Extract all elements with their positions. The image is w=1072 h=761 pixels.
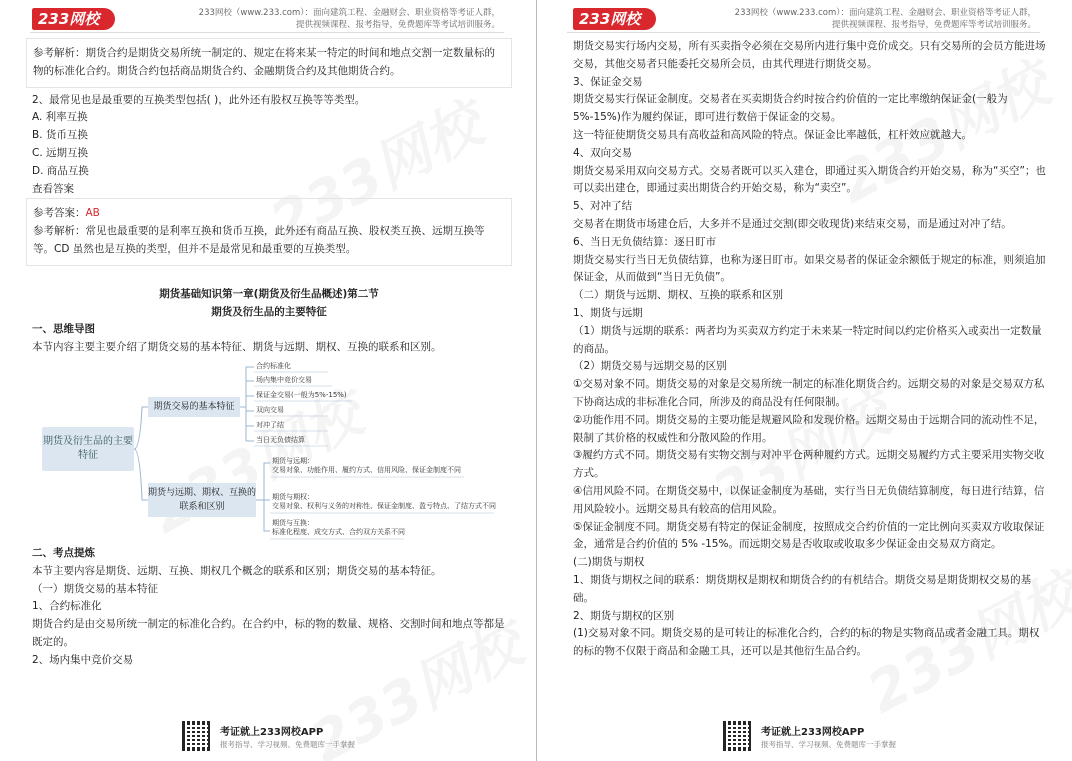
analysis-label: 参考解析： [33,225,86,238]
header-divider [30,32,504,33]
mind-map-branch: 期货与远期、期权、互换的联系和区别 [148,483,256,517]
page-footer [0,717,536,761]
answer-label: 参考答案： [33,207,86,220]
mind-map-leaf: 双向交易 [256,405,284,414]
brand-logo[interactable]: 233网校 [573,8,656,30]
subsection-heading: （二）期货与远期、期权、互换的联系和区别 [573,289,783,302]
item-heading: 2、期货与期权的区别 [573,609,675,622]
analysis-box [26,38,512,88]
qr-code [182,721,212,751]
item-heading: 6、当日无负债结算：逐日盯市 [573,235,717,248]
answer-value: AB [85,207,100,220]
brand-logo[interactable]: 233网校 [32,8,115,30]
view-answer-link[interactable]: 查看答案 [32,182,74,195]
difference-item: ②功能作用不同。期货交易的主要功能是规避风险和发现价格。远期交易由于远期合同的流动性不足，限制了其价格的权威性和分散风险的作用。 [573,413,1045,444]
paragraph: 期货交易实行当日无负债结算，也称为逐日盯市。如果交易者的保证金余额低于规定的标准，则须追加保证金，从而做到“当日无负债”。 [573,253,1046,284]
paragraph: 期货交易实行保证金制度。交易者在买卖期货合约时按合约价值的一定比率缴纳保证金(一般为 5%-15%)作为履约保证，即可进行数倍于保证金的交易。 [573,93,1008,124]
footer-title: 考证就上233网校APP [761,727,865,738]
chapter-subtitle: 期货及衍生品的主要特征 [211,305,327,318]
paragraph: 期货交易实行场内交易，所有买卖指令必须在交易所内进行集中竞价成交。只有交易所的会员方能进场交易，其他交易者只能委托交易所会员，由其代理进行期货交易。 [573,40,1046,70]
option-b: B. 货币互换 [32,129,88,142]
header-divider [567,32,1040,33]
mind-map-leaf: 期货与远期： [272,456,314,465]
section-heading: 一、思维导图 [32,323,95,336]
item-heading: 2、场内集中竞价交易 [32,653,134,666]
difference-item: ①交易对象不同。期货交易的对象是交易所统一制定的标准化期货合约。远期交易的对象是交易双方私下协商达成的非标准化合同，所涉及的商品没有任何限制。 [573,378,1045,408]
answer-box [26,198,512,265]
mind-map-leaf: 对冲了结 [256,420,284,429]
item-heading: 5、对冲了结 [573,200,633,213]
footer-title: 考证就上233网校APP [220,727,324,738]
paragraph: （1）期货与远期的联系：两者均为买卖双方约定于未来某一特定时间以约定价格买入或卖出一定数量的商品。 [573,324,1042,355]
left-body [32,38,506,670]
item-heading: 3、保证金交易 [573,75,643,88]
page-footer [537,717,1072,761]
paragraph: 这一特征使期货交易具有高收益和高风险的特点。保证金比率越低，杠杆效应就越大。 [573,128,972,141]
mind-map-root: 期货及衍生品的主要特征 [42,427,134,471]
mind-map-leaf: 交易对象、权利与义务的对称性、保证金制度、盈亏特点、了结方式不同 [272,501,496,510]
option-a: A. 利率互换 [32,111,88,124]
mind-map-branch: 期货交易的基本特征 [148,397,240,417]
footer-subtitle: 报考指导、学习视频、免费题库一手掌握 [761,740,896,749]
paragraph: 期货交易采用双向交易方式。交易者既可以买入建仓，即通过买入期货合约开始交易，称为“买空”；也可以卖出建仓，即通过卖出期货合约开始交易，称为“卖空”。 [573,164,1046,195]
mind-map-leaf: 标准化程度、成交方式、合约双方关系不同 [272,527,405,536]
subsection-heading: （一）期货交易的基本特征 [32,582,158,595]
item-text: 期货合约是由交易所统一制定的标准化合约。在合约中，标的物的数量、规格、交割时间和地点等都是既定的。 [32,618,505,648]
page-header [0,0,536,34]
mind-map-leaf: 期货与互换： [272,518,314,527]
mind-map-leaf: 当日无负债结算 [256,435,305,444]
item-heading: 4、双向交易 [573,146,633,159]
right-body [573,38,1046,661]
question-2: 2、最常见也是最重要的互换类型包括( )，此外还有股权互换等等类型。 [32,93,366,106]
footer-subtitle: 报考指导、学习视频、免费题库一手掌握 [220,740,355,749]
subsection-heading: (二)期货与期权 [573,556,645,569]
right-page [536,0,1072,761]
paragraph: 1、期货与期权之间的联系：期货期权是期权和期货合约的有机结合。期货交易是期货期权交易的基础。 [573,573,1032,604]
mind-map [32,359,506,541]
header-description: 233网校（www.233.com）：面向建筑工程、金融财会、职业资格等考证人群， 提供视频课程、报考指导，免费题库等考试培训服务。 [734,8,1036,30]
mind-map-leaf: 场内集中竞价交易 [256,375,312,384]
difference-item: ④信用风险不同。在期货交易中，以保证金制度为基础，实行当日无负债结算制度，每日进行结算，信用风险较小。远期交易具有较高的信用风险。 [573,484,1045,515]
paragraph: 交易者在期货市场建仓后，大多并不是通过交割(即交收现货)来结束交易，而是通过对冲了结。 [573,217,1012,230]
mind-map-leaf: 合约标准化 [256,361,291,370]
section-heading: 二、考点提炼 [32,546,95,559]
page-header [537,0,1072,34]
option-c: C. 远期互换 [32,146,89,159]
paragraph: （2）期货交易与远期交易的区别 [573,360,727,373]
analysis-label: 参考解析： [33,47,86,59]
item-heading: 1、期货与远期 [573,306,643,319]
qr-code [723,721,753,751]
option-d: D. 商品互换 [32,164,89,177]
difference-item: ⑤保证金制度不同。期货交易有特定的保证金制度，按照成交合约价值的一定比例向买卖双方收取保证金，通常是合约价值的 5% -15%。而远期交易是否收取或收取多少保证金由交易双方商定。 [573,520,1045,551]
difference-item: ③履约方式不同。期货交易有实物交割与对冲平仓两种履约方式。远期交易履约方式主要采用实物交收方式。 [573,449,1045,480]
mind-map-leaf: 保证金交易(一般为5%-15%) [256,390,347,399]
section-text: 本节主要内容是期货、远期、互换、期权几个概念的联系和区别；期货交易的基本特征。 [32,564,442,577]
chapter-title: 期货基础知识第一章(期货及衍生品概述)第二节 [159,287,379,300]
header-description: 233网校（www.233.com）：面向建筑工程、金融财会、职业资格等考证人群， 提供视频课程、报考指导，免费题库等考试培训服务。 [198,8,500,30]
mind-map-leaf: 期货与期权： [272,492,314,501]
section-text: 本节内容主要主要介绍了期货交易的基本特征、期货与远期、期权、互换的联系和区别。 [32,341,442,354]
item-heading: 1、合约标准化 [32,600,102,613]
analysis-text: 期货合约是期货交易所统一制定的、规定在将来某一特定的时间和地点交割一定数量标的物的标准化合约。期货合约包括商品期货合约、金融期货合约及其他期货合约。 [33,47,495,77]
mind-map-leaf: 交易对象、功能作用、履约方式、信用风险、保证金制度不同 [272,465,461,474]
analysis-text: 常见也最重要的是利率互换和货币互换，此外还有商品互换、股权类互换、远期互换等等。CD 虽然也是互换的类型，但并不是最常见和最重要的互换类型。 [33,225,485,255]
paragraph: (1)交易对象不同。期货交易的是可转让的标准化合约，合约的标的物是实物商品或者金融工具。期权的标的物不仅限于商品和金融工具，还可以是其他衍生品合约。 [573,627,1040,658]
